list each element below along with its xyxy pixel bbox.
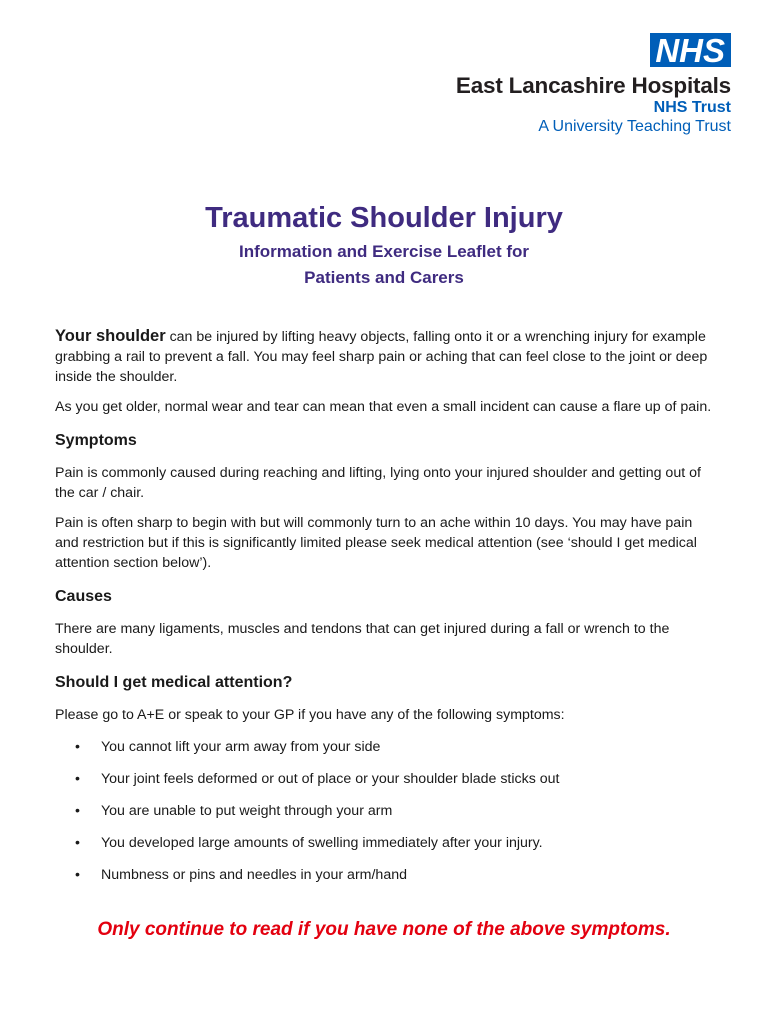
bullet-icon: • [75,739,80,755]
bullet-icon: • [75,867,80,883]
medical-attention-heading: Should I get medical attention? [55,674,293,691]
symptoms-paragraph-2: Pain is often sharp to begin with but will commonly turn to an ache within 10 days. You may have pain and restriction but if this is significantly limited please seek medical attention (see ‘should I get medical attention section below’). [55,515,697,571]
warning-message: Only continue to read if you have none of the above symptoms. [97,919,671,940]
organisation-tagline: A University Teaching Trust [538,118,731,135]
medical-attention-intro: Please go to A+E or speak to your GP if you have any of the following symptoms: [55,707,565,723]
intro-lead: Your shoulder [55,327,166,345]
bullet-icon: • [75,835,80,851]
nhs-logo: NHS [650,33,731,67]
causes-heading: Causes [55,588,112,605]
symptoms-paragraph-1: Pain is commonly caused during reaching and lifting, lying onto your injured shoulder and getting out of the car / chair. [55,465,701,501]
symptom-list [55,737,715,885]
list-item: • You cannot lift your arm away from your side [75,739,381,755]
list-item: • Your joint feels deformed or out of place or your shoulder blade sticks out [75,771,560,787]
page-title: Traumatic Shoulder Injury [205,202,563,234]
symptoms-heading: Symptoms [55,432,137,449]
causes-section [55,587,715,659]
title-block [0,200,768,291]
bullet-icon: • [75,803,80,819]
causes-paragraph: There are many ligaments, muscles and tendons that can get injured during a fall or wrench to the shoulder. [55,621,670,657]
list-item: • Numbness or pins and needles in your arm/hand [75,867,407,883]
intro-paragraph-2: As you get older, normal wear and tear can mean that even a small incident can cause a flare up of pain. [55,399,712,415]
leaflet-content [55,326,715,897]
symptoms-section [55,431,715,573]
intro-paragraph [55,326,715,387]
medical-attention-section [55,673,715,885]
bullet-icon: • [75,771,80,787]
header-logo-block [456,33,731,136]
organisation-trust: NHS Trust [653,99,731,116]
intro-text: can be injured by lifting heavy objects, falling onto it or a wrenching injury for example grabbing a rail to prevent a fall. You may feel sharp pain or aching that can feel close to the joint or deep inside the shoulder. [55,329,708,385]
page-subtitle-line2: Patients and Carers [304,268,464,287]
organisation-name: East Lancashire Hospitals [455,73,731,98]
list-item: • You are unable to put weight through your arm [75,803,393,819]
list-item: • You developed large amounts of swelling immediately after your injury. [75,835,543,851]
page-subtitle-line1: Information and Exercise Leaflet for [238,242,529,261]
